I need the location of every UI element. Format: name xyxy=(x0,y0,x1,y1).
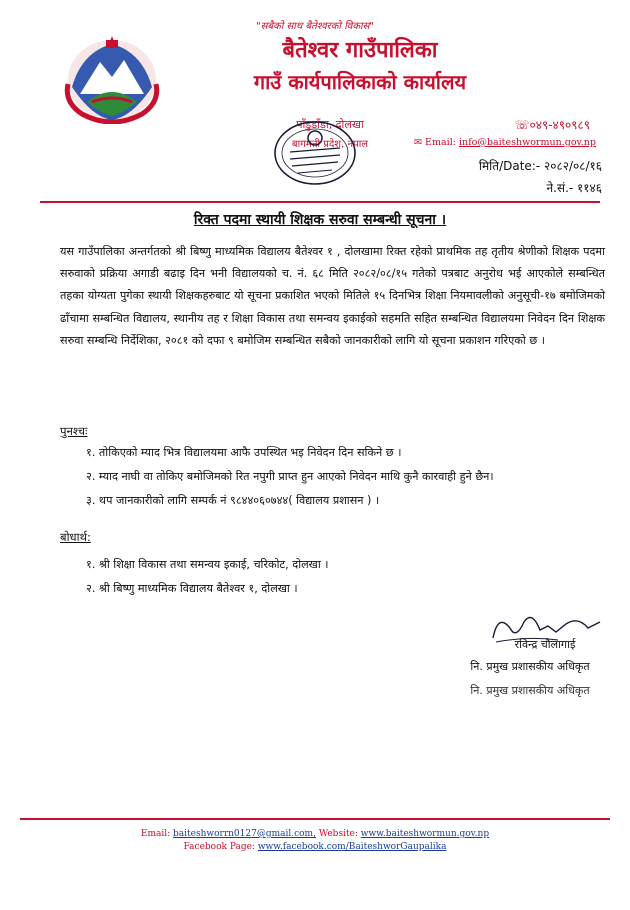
notes-list xyxy=(86,441,605,513)
cc-section xyxy=(60,530,605,601)
footer-website-label: Website: xyxy=(318,829,358,839)
header-email xyxy=(396,137,596,148)
address-line-1: पाँडुडाँडा, दोलखा xyxy=(296,118,364,131)
tagline: "सबैको साथ बैतेश्वरको विकास" xyxy=(256,21,374,32)
signatory-post: नि. प्रमुख प्रशासकीय अधिकृत xyxy=(470,660,590,673)
email-link[interactable]: info@baiteshwormun.gov.np xyxy=(458,137,596,148)
footer-facebook-label: Facebook Page: xyxy=(183,842,255,852)
email-label: Email: xyxy=(425,137,456,148)
footer-divider xyxy=(20,818,610,820)
footer-line-1 xyxy=(0,828,630,841)
cc-heading: बोधार्थ: xyxy=(60,530,91,544)
header-divider xyxy=(40,201,600,203)
signatory-name: रविन्द्र चौलागाई xyxy=(514,638,576,651)
notes-section xyxy=(60,424,605,513)
signatory-stamp-post: नि. प्रमुख प्रशासकीय अधिकृत xyxy=(470,684,590,697)
government-emblem-logo xyxy=(62,32,162,124)
office-name: गाउँ कार्यपालिकाको कार्यालय xyxy=(253,70,467,94)
phone-icon: ☏ xyxy=(514,118,530,132)
address-line-2: बागमती प्रदेश, नेपाल xyxy=(291,139,369,150)
list-item: १. श्री शिक्षा विकास तथा समन्वय इकाई, चरिकोट, दोलखा । xyxy=(86,558,329,571)
footer-email-label: Email: xyxy=(140,829,171,839)
footer-facebook-link[interactable]: www.facebook.com/BaiteshworGaupalika xyxy=(257,842,447,852)
office-stamp xyxy=(272,118,358,188)
notes-heading: पुनश्चः xyxy=(60,424,88,438)
footer-website-link[interactable]: www.baiteshwormun.gov.np xyxy=(360,829,490,839)
phone-value: ०४९-४९०९८९ xyxy=(529,118,590,132)
notice-body: यस गाउँपालिका अन्तर्गतको श्री बिष्णु माध्यमिक विद्यालय बैतेश्वर १ , दोलखामा रिक्त रहेको प्राथमिक तह तृतीय श्रेणीको शिक्षक पदमा सरुवाको प्रक्रिया अगाडी बढाइ दिन भनी विद्यालयको च. नं. ६८ मिति २०८२/०८/१५ गतेको पत्रबाट अनुरोध भई आएकोले सम्बन्धित तहका योग्यता पुगेका स्थायी शिक्षकहरुबाट यो सूचना प्रकाशित भएको मितिले १५ दिनभित्र शिक्षा नियमावलीको अनुसूची-१७ बमोजिमको ढाँचामा सम्बन्धित विद्यालय, स्थानीय तह र शिक्षा विकास तथा समन्वय इकाईको सहमति सहित सम्बन्धित विद्यालयमा निवेदन दिन शिक्षक सरुवा सम्बन्धि निर्देशिका, २०८१ को दफा ९ बमोजिम सम्बन्धित सबैको जानकारीको लागि यो सूचना प्रकाशन गरिएको छ । xyxy=(60,245,605,347)
municipality-name: बैतेश्वर गाउँपालिका xyxy=(282,38,438,63)
cc-list xyxy=(86,553,605,601)
list-item: ३. थप जानकारीको लागि सम्पर्क नं ९८४४०६०७४४( विद्यालय प्रशासन ) । xyxy=(86,494,380,507)
letter-date: मिति/Date:- २०८२/०८/१६ xyxy=(478,159,602,173)
list-item: १. तोकिएको म्याद भित्र विद्यालयमा आफै उपस्थित भइ निवेदन दिन सकिने छ । xyxy=(86,446,402,459)
phone-number xyxy=(410,116,590,133)
list-item: २. म्याद नाघी वा तोकिए बमोजिमको रित नपुगी प्राप्त हुन आएको निवेदन माथि कुनै कारवाही हुने छैन। xyxy=(86,470,494,483)
footer-email-link[interactable]: baiteshworrn0127@gmail.com, xyxy=(173,829,316,839)
list-item: २. श्री बिष्णु माध्यमिक विद्यालय बैतेश्वर १, दोलखा । xyxy=(86,582,298,595)
footer xyxy=(0,828,630,854)
footer-line-2 xyxy=(0,841,630,854)
mail-icon: ✉ xyxy=(414,137,423,148)
nepal-sambat-date: ने.सं.- ११४६ xyxy=(546,181,602,195)
notice-subject: रिक्त पदमा स्थायी शिक्षक सरुवा सम्बन्धी सूचना । xyxy=(193,212,447,228)
